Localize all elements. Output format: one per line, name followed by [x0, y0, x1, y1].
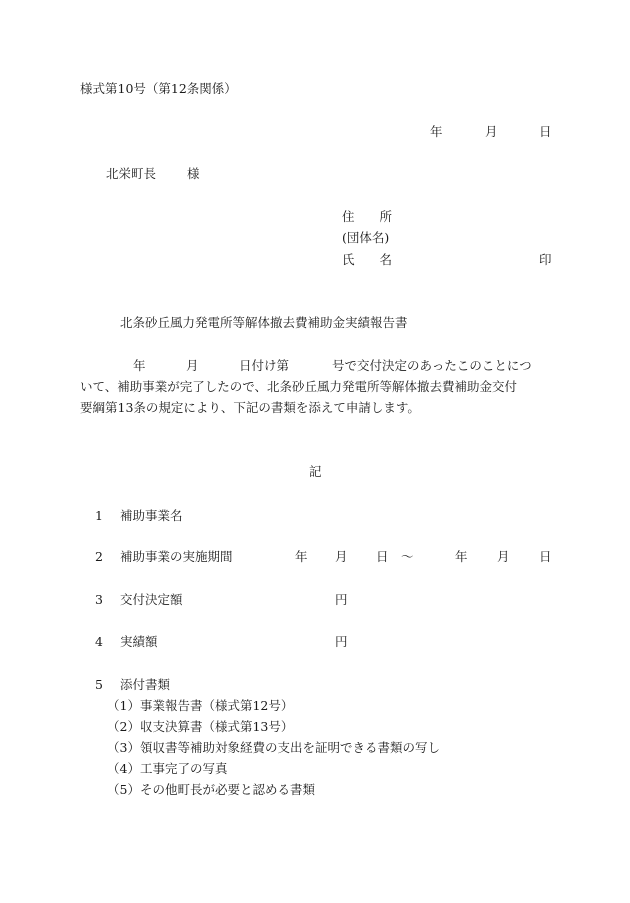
item-number: 2	[95, 549, 103, 564]
item-label-period: 補助事業の実施期間	[120, 549, 233, 564]
ki-heading: 記	[309, 464, 322, 479]
body-line3: 要綱第13条の規定により、下記の書類を添えて申請します。	[80, 400, 420, 415]
form-number: 様式第10号（第12条関係）	[80, 81, 237, 96]
body-line2: いて、補助事業が完了したので、北条砂丘風力発電所等解体撤去費補助金交付	[80, 379, 518, 394]
period-from-year: 年	[295, 549, 308, 564]
addressee-name: 北栄町長	[106, 166, 157, 181]
date-day: 日	[539, 124, 552, 139]
period-to-year: 年	[455, 549, 468, 564]
addressee-honorific: 様	[187, 166, 200, 181]
attachment-item: （5）その他町長が必要と認める書類	[107, 782, 315, 797]
attachment-item: （1）事業報告書（様式第12号）	[107, 698, 294, 713]
attachment-item: （2）収支決算書（様式第13号）	[107, 719, 294, 734]
body-year: 年	[133, 358, 146, 373]
body-day-dai: 日付け第	[239, 358, 290, 373]
period-to-day: 日	[539, 549, 552, 564]
item-label-attachments: 添付書類	[120, 677, 171, 692]
item-label-project-name: 補助事業名	[120, 508, 183, 523]
actual-amount-unit: 円	[335, 634, 348, 649]
applicant-address-label: 住 所	[342, 209, 393, 224]
item-number: 5	[95, 677, 103, 692]
item-number: 3	[95, 592, 103, 607]
seal-mark: 印	[539, 252, 552, 267]
date-year: 年	[430, 124, 443, 139]
attachment-item: （4）工事完了の写真	[107, 761, 228, 776]
attachment-item: （3）領収書等補助対象経費の支出を証明できる書類の写し	[107, 740, 440, 755]
decided-amount-unit: 円	[335, 592, 348, 607]
document-title: 北条砂丘風力発電所等解体撤去費補助金実績報告書	[120, 315, 408, 330]
item-number: 4	[95, 634, 103, 649]
period-from-month: 月	[335, 549, 348, 564]
body-line1-rest: 号で交付決定のあったこのことにつ	[332, 358, 532, 373]
item-number: 1	[95, 508, 103, 523]
item-label-decided-amount: 交付決定額	[120, 592, 183, 607]
item-label-actual-amount: 実績額	[120, 634, 158, 649]
period-from-day: 日	[376, 549, 389, 564]
applicant-name-label: 氏 名	[342, 252, 393, 267]
period-tilde: ～	[401, 549, 414, 564]
date-month: 月	[485, 124, 498, 139]
period-to-month: 月	[497, 549, 510, 564]
applicant-org-label: (団体名)	[342, 230, 390, 245]
body-month: 月	[186, 358, 199, 373]
